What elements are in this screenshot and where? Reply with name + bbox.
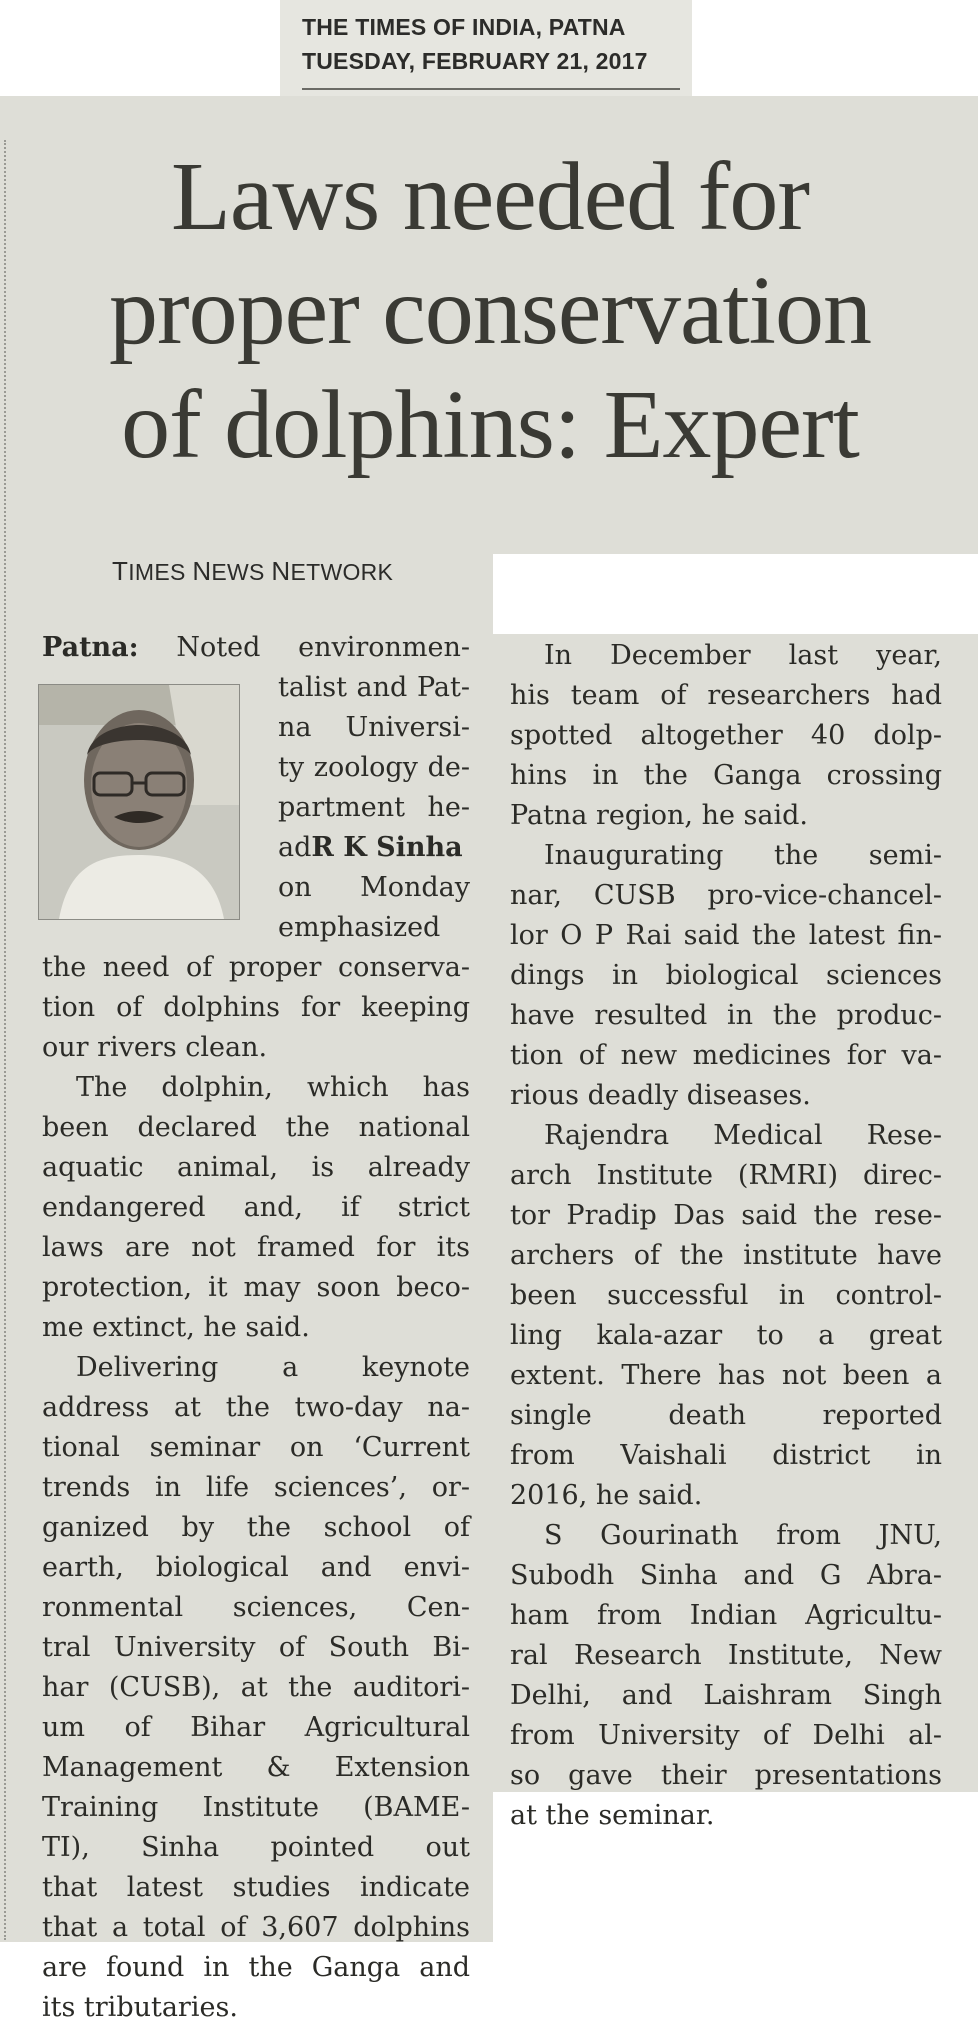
text-line: nar, CUSB pro-vice-chancel- xyxy=(510,880,942,911)
text-line: 2016, he said. xyxy=(510,1480,703,1511)
text-line: emphasized xyxy=(278,912,441,943)
text-line: rious deadly diseases. xyxy=(510,1080,811,1111)
text-line: tor Pradip Das said the rese- xyxy=(510,1200,942,1231)
text-line: Subodh Sinha and G Abra- xyxy=(510,1560,942,1591)
text-line: partment he- xyxy=(278,792,470,823)
text-line: single death reported xyxy=(510,1400,942,1431)
text-line: hins in the Ganga crossing xyxy=(510,760,942,791)
text-line: from Vaishali district in xyxy=(510,1440,942,1471)
text-line: ronmental sciences, Cen- xyxy=(42,1592,470,1623)
text-line: tral University of South Bi- xyxy=(42,1632,470,1663)
headline-line-1: Laws needed for xyxy=(170,143,810,251)
dateline-strip xyxy=(280,0,692,96)
left-column xyxy=(42,628,470,2028)
text-line: trends in life sciences’, or- xyxy=(42,1472,470,1503)
text-line: ling kala-azar to a great xyxy=(510,1320,942,1351)
headline-line-2: proper conservation xyxy=(109,257,871,365)
text-line: In December last year, xyxy=(544,640,942,671)
text-line: The dolphin, which has xyxy=(76,1072,470,1103)
text-line: are found in the Ganga and xyxy=(42,1952,470,1983)
text-line: have resulted in the produc- xyxy=(510,1000,942,1031)
text-line: dings in biological sciences xyxy=(510,960,942,991)
text-line: at the seminar. xyxy=(510,1800,715,1831)
text-line: ham from Indian Agricultu- xyxy=(510,1600,942,1631)
text-line: lor O P Rai said the latest fin- xyxy=(510,920,942,951)
text-line: Delhi, and Laishram Singh xyxy=(510,1680,942,1711)
text-line: ganized by the school of xyxy=(42,1512,470,1543)
text-line: that a total of 3,607 dolphins xyxy=(42,1912,470,1943)
text-line: been successful in control- xyxy=(510,1280,942,1311)
text-line: Management & Extension xyxy=(42,1752,470,1783)
article-headline xyxy=(20,140,960,482)
text-line: laws are not framed for its xyxy=(42,1232,470,1263)
text-line: ty zoology de- xyxy=(278,752,470,783)
text-line: spotted altogether 40 dolp- xyxy=(510,720,942,751)
text-line: extent. There has not been a xyxy=(510,1360,942,1391)
text-line: S Gourinath from JNU, xyxy=(544,1520,942,1551)
text-line: TI), Sinha pointed out xyxy=(42,1832,470,1863)
text-line: from University of Delhi al- xyxy=(510,1720,942,1751)
headline-line-3: of dolphins: Expert xyxy=(121,371,859,479)
text-line: aquatic animal, is already xyxy=(42,1152,470,1183)
person-name: R K Sinha xyxy=(311,832,463,863)
text-line: Patna region, he said. xyxy=(510,800,808,831)
clipping-edge xyxy=(4,140,6,1940)
text-line: Rajendra Medical Rese- xyxy=(544,1120,942,1151)
text-line: um of Bihar Agricultural xyxy=(42,1712,470,1743)
text-line: endangered and, if strict xyxy=(42,1192,470,1223)
text-line: that latest studies indicate xyxy=(42,1872,470,1903)
text-line: address at the two-day na- xyxy=(42,1392,470,1423)
publication-date: TUESDAY, FEBRUARY 21, 2017 xyxy=(302,48,648,74)
text-line: tion of dolphins for keeping xyxy=(42,992,470,1023)
text-line: Inaugurating the semi- xyxy=(544,840,942,871)
text-line: har (CUSB), at the auditori- xyxy=(42,1672,470,1703)
text-line: our rivers clean. xyxy=(42,1032,268,1063)
publication-name: THE TIMES OF INDIA, PATNA xyxy=(302,14,626,40)
text-line: arch Institute (RMRI) direc- xyxy=(510,1160,942,1191)
text-line: earth, biological and envi- xyxy=(42,1552,470,1583)
text-line: talist and Pat- xyxy=(278,672,470,703)
text-line: the need of proper conserva- xyxy=(42,952,470,983)
text-line: been declared the national xyxy=(42,1112,470,1143)
text-line: me extinct, he said. xyxy=(42,1312,310,1343)
text-line: Delivering a keynote xyxy=(76,1352,470,1383)
text-line: his team of researchers had xyxy=(510,680,942,711)
text-line: Patna: Noted environmen- xyxy=(42,632,470,663)
text-line: so gave their presentations xyxy=(510,1760,942,1791)
text-line: its tributaries. xyxy=(42,1992,238,2023)
text-line: archers of the institute have xyxy=(510,1240,942,1271)
text-line: on Monday xyxy=(278,872,470,903)
right-column xyxy=(510,636,942,1836)
text-line: protection, it may soon beco- xyxy=(42,1272,470,1303)
dateline-rule xyxy=(302,88,680,90)
text-line: ral Research Institute, New xyxy=(510,1640,942,1671)
text-line: adR K Sinha xyxy=(278,832,463,863)
text-line: tion of new medicines for va- xyxy=(510,1040,942,1071)
dateline-word: Patna: xyxy=(42,632,139,663)
text-line: tional seminar on ‘Current xyxy=(42,1432,470,1463)
text-line: na Universi- xyxy=(278,712,470,743)
text-line: Training Institute (BAME- xyxy=(42,1792,470,1823)
byline: TIMES NEWS NETWORK xyxy=(112,556,394,586)
